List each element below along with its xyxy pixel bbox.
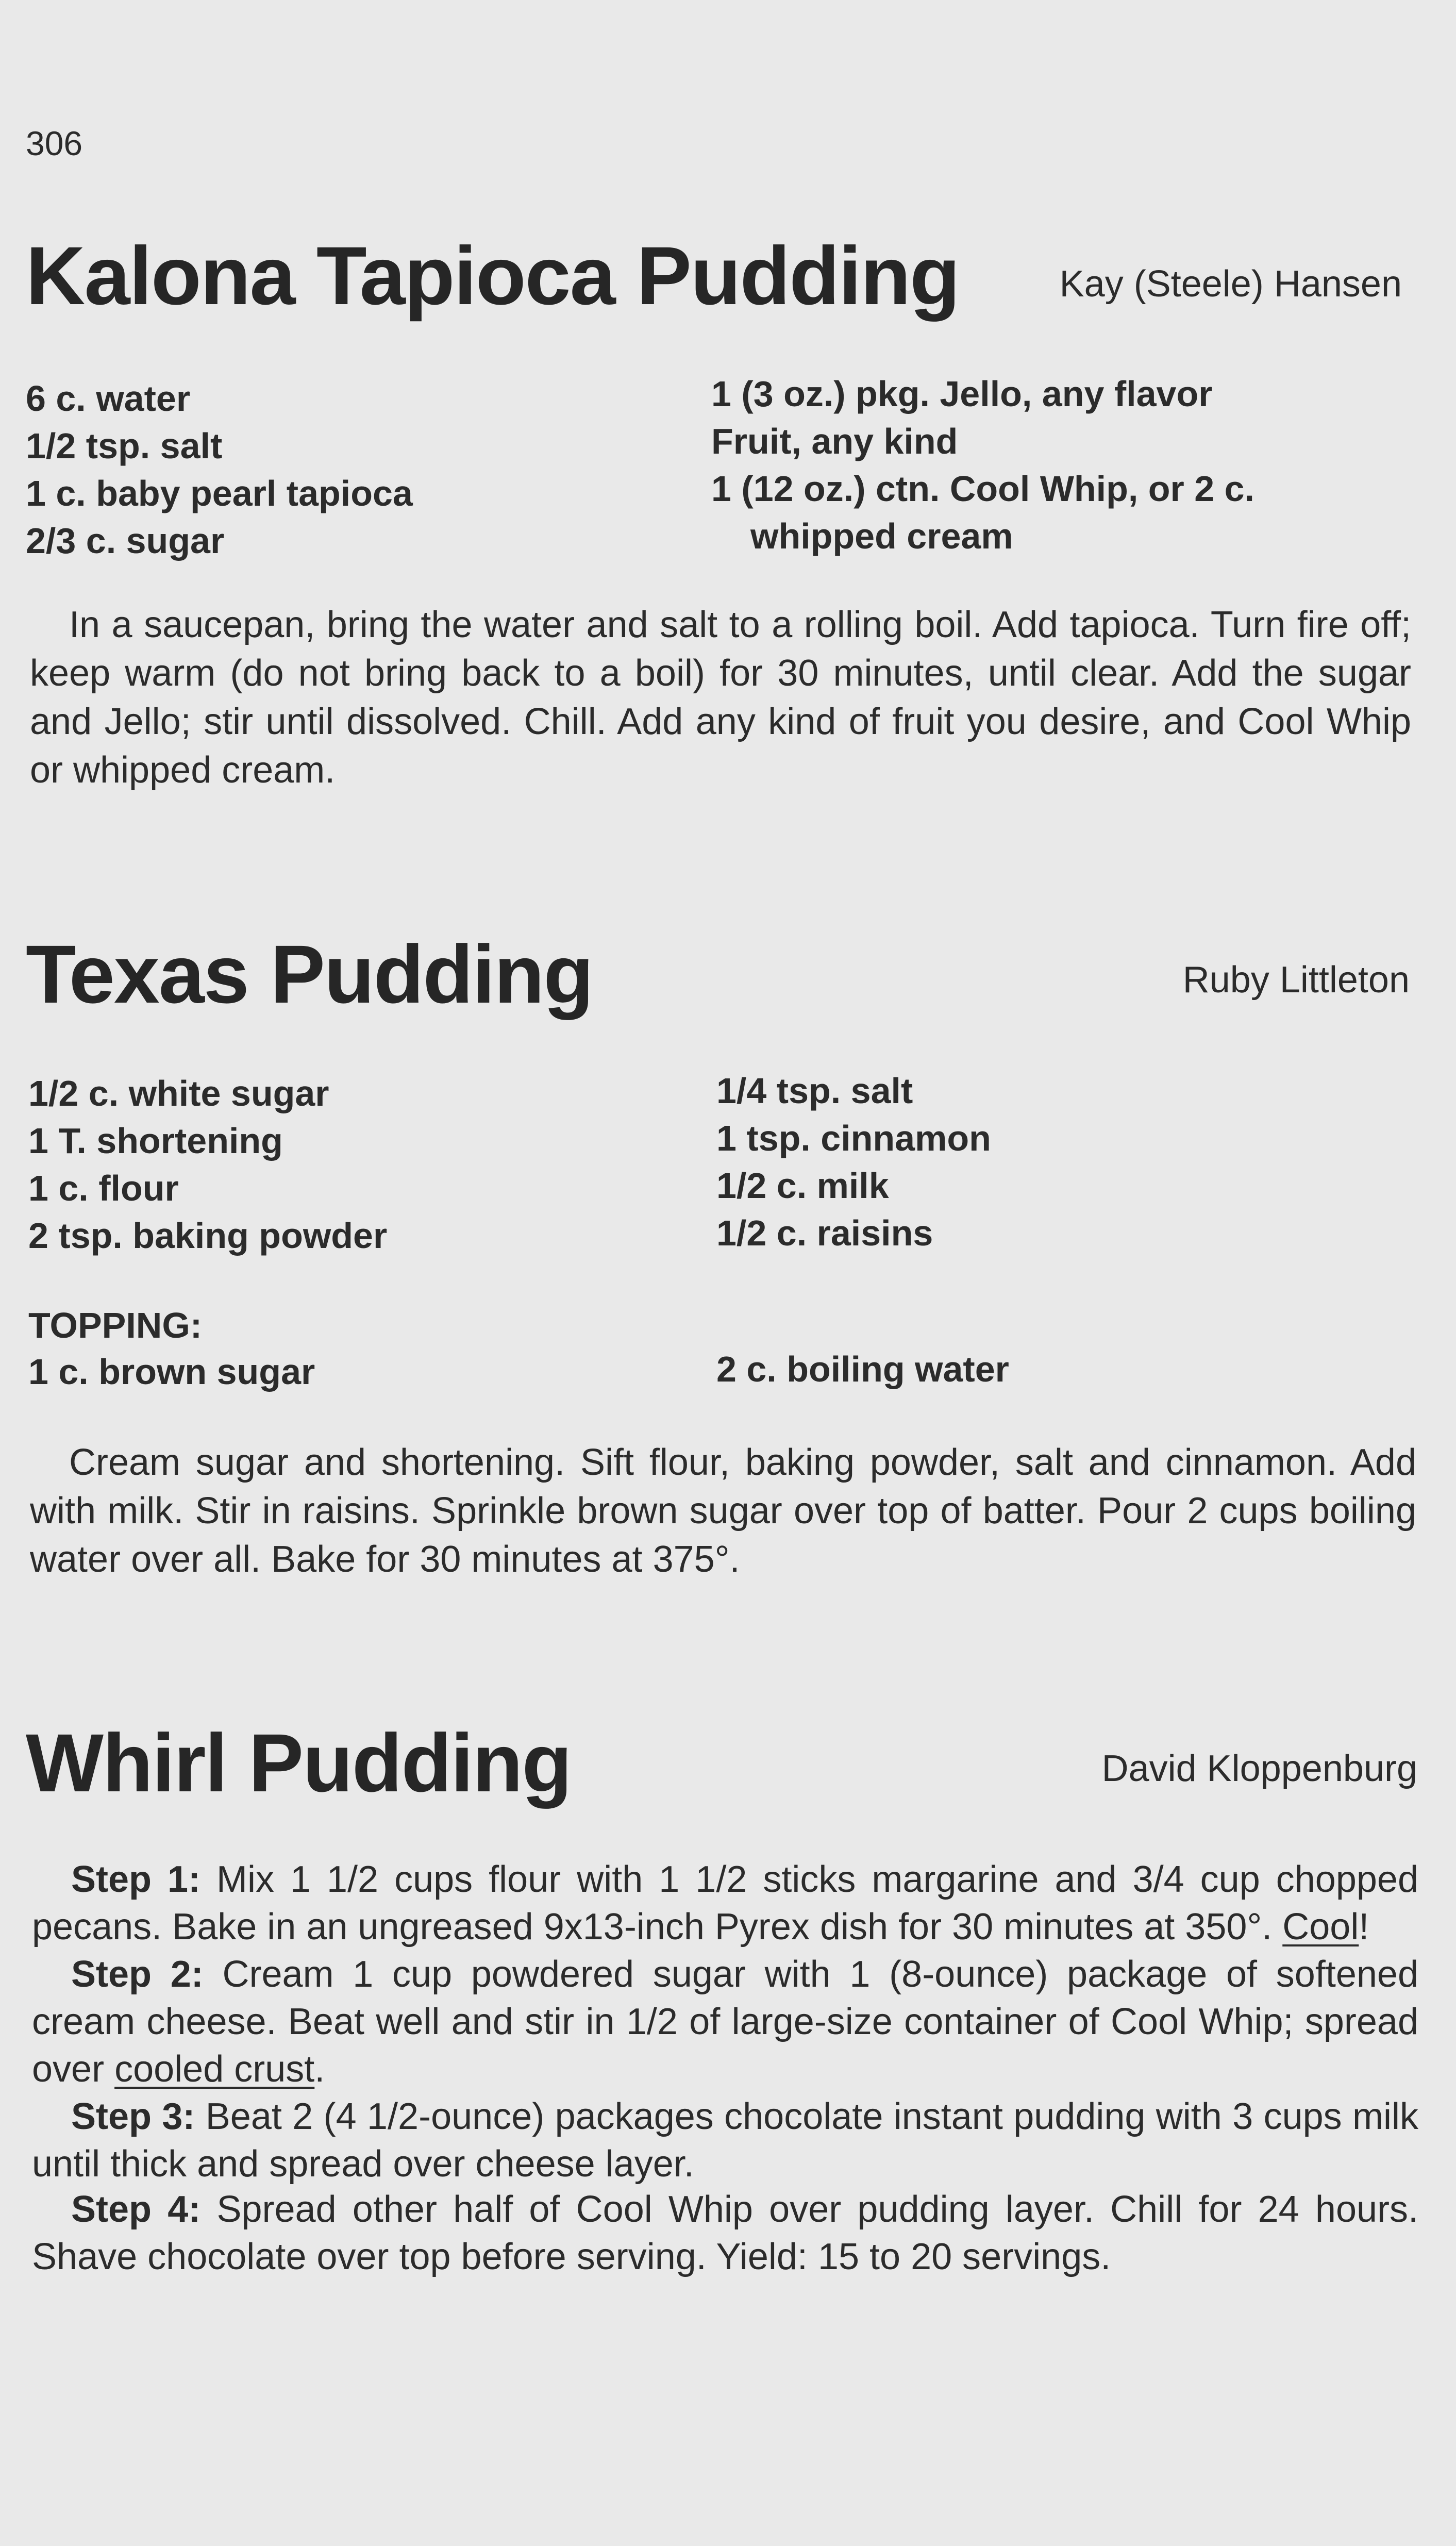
directions-texas: Cream sugar and shortening. Sift flour, baking powder, salt and cinnamon. Add with milk. Stir in raisins. Sprinkle brown sugar over top of batter. Pour 2 cups boiling water over all. Bake for 30 minutes at 375°. [30, 1442, 1416, 1580]
ingredient: 1/2 c. white sugar [28, 1073, 329, 1113]
step-text: Beat 2 (4 1/2-ounce) packages chocolate instant pudding with 3 cups milk until thick and spread over cheese layer. [32, 2096, 1419, 2185]
step-label: Step 3: [71, 2096, 195, 2137]
ingredients-right-texas [716, 1067, 991, 1257]
ingredient: 1 c. baby pearl tapioca [26, 473, 413, 513]
ingredient: whipped cream [750, 516, 1013, 556]
ingredient: 1/2 tsp. salt [26, 426, 223, 466]
ingredients-left-kalona [26, 375, 413, 564]
recipe-title-whirl: Whirl Pudding [26, 1717, 572, 1809]
step-label: Step 1: [71, 1859, 201, 1900]
ingredient: 2/3 c. sugar [26, 521, 225, 561]
ingredient: 2 tsp. baking powder [28, 1216, 388, 1256]
ingredient: 1 (12 oz.) ctn. Cool Whip, or 2 c. [711, 469, 1254, 509]
topping-ingredient-left: 1 c. brown sugar [28, 1352, 315, 1392]
ingredient: 1 T. shortening [28, 1121, 283, 1161]
ingredient: Fruit, any kind [711, 421, 958, 461]
step-text: Spread other half of Cool Whip over pudding layer. Chill for 24 hours. Shave chocolate over top before serving. Yield: 15 to 20 servings. [32, 2189, 1419, 2277]
recipe-title-kalona: Kalona Tapioca Pudding [26, 229, 959, 322]
ingredient: 6 c. water [26, 378, 191, 419]
step-3 [32, 2093, 1418, 2188]
recipe-author-kalona: Kay (Steele) Hansen [1059, 263, 1402, 305]
step-text: Mix 1 1/2 cups flour with 1 1/2 sticks margarine and 3/4 cup chopped pecans. Bake in an ungreased 9x13-inch Pyrex dish for 30 minutes at 350°. [32, 1859, 1418, 1948]
ingredient: 1 c. flour [28, 1168, 179, 1208]
page-number: 306 [26, 124, 83, 162]
underlined-text: Cool [1282, 1906, 1359, 1948]
step-4 [32, 2186, 1418, 2281]
ingredient: 1 tsp. cinnamon [716, 1118, 991, 1158]
recipe-title-texas: Texas Pudding [26, 928, 593, 1020]
ingredient: 1 (3 oz.) pkg. Jello, any flavor [711, 374, 1213, 414]
step-text: Cream 1 cup powdered sugar with 1 (8-ounce) package of softened cream cheese. Beat well and stir in 1/2 of large-size container of Cool Whip; spread over [32, 1954, 1418, 2090]
ingredient: 1/4 tsp. salt [716, 1071, 913, 1111]
recipe-author-whirl: David Kloppenburg [1101, 1748, 1417, 1789]
recipe-author-texas: Ruby Littleton [1182, 959, 1410, 1001]
topping-label: TOPPING: [28, 1305, 203, 1345]
underlined-text: cooled crust [114, 2049, 315, 2090]
step-text-end: . [314, 2049, 325, 2090]
ingredients-right-kalona [711, 370, 1254, 560]
step-label: Step 2: [71, 1954, 204, 1995]
ingredient: 1/2 c. milk [716, 1166, 889, 1206]
step-1 [32, 1856, 1418, 1951]
step-text-end: ! [1359, 1906, 1369, 1948]
step-label: Step 4: [71, 2189, 201, 2230]
step-2 [32, 1951, 1418, 2093]
ingredients-left-texas [28, 1070, 387, 1259]
ingredient: 1/2 c. raisins [716, 1213, 933, 1253]
directions-kalona: In a saucepan, bring the water and salt to a rolling boil. Add tapioca. Turn fire off; keep warm (do not bring back to a boil) for 30 minutes, until clear. Add the sugar and Jello; stir until dissolved. Chill. Add any kind of fruit you desire, and Cool Whip or whipped cream. [30, 604, 1411, 791]
topping-ingredient-right: 2 c. boiling water [716, 1349, 1009, 1389]
